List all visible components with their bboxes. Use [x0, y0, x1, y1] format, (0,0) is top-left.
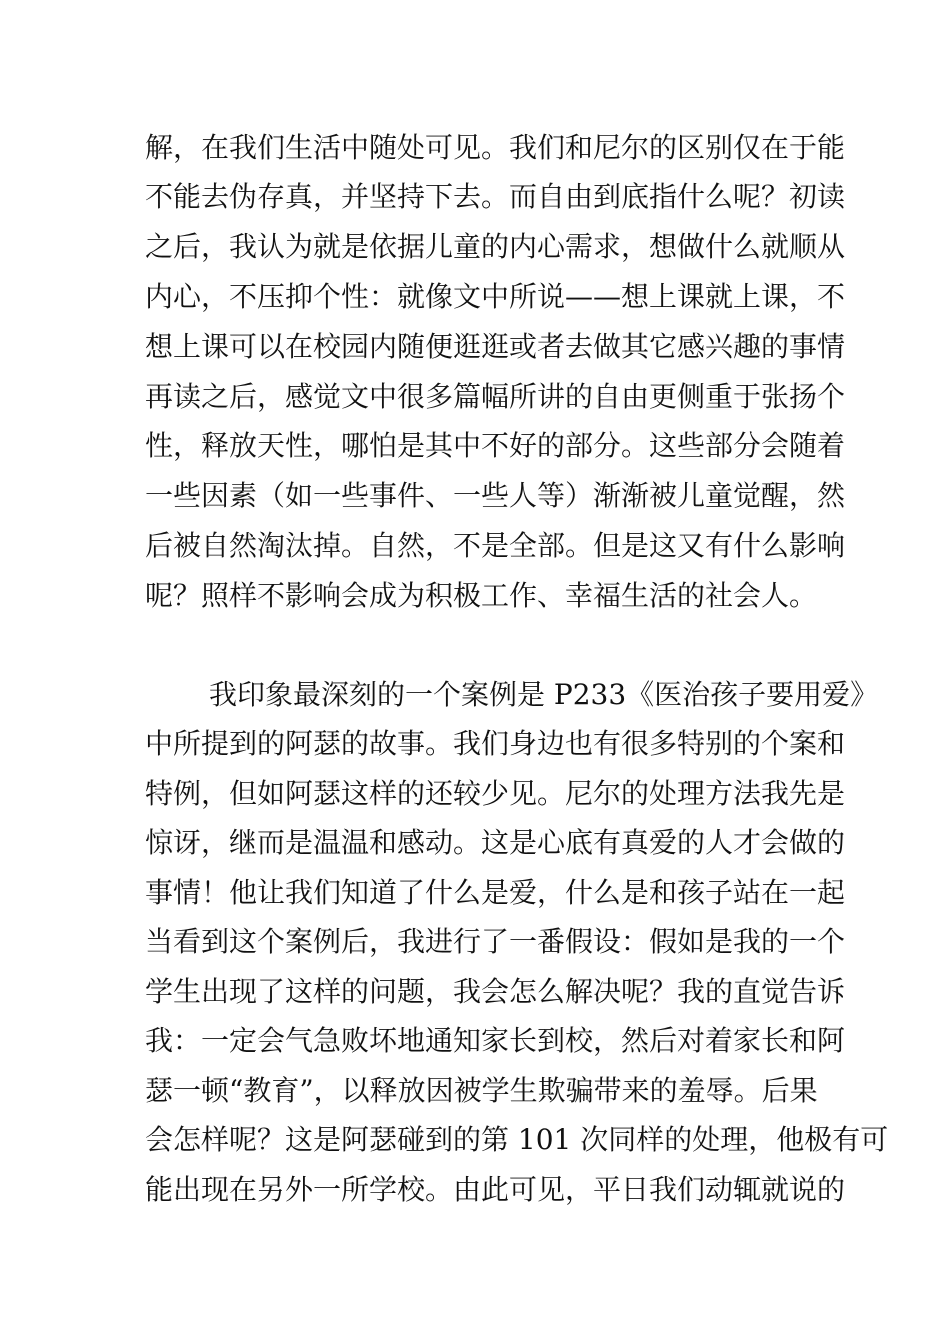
text-line: 事情！他让我们知道了什么是爱，什么是和孩子站在一起	[145, 876, 846, 909]
text-line: 性，释放天性，哪怕是其中不好的部分。这些部分会随着	[145, 429, 846, 462]
text-line: 当看到这个案例后，我进行了一番假设：假如是我的一个	[145, 925, 846, 958]
text-line: 内心，不压抑个性：就像文中所说——想上课就上课，不	[145, 280, 846, 313]
text-line: 能出现在另外一所学校。由此可见，平日我们动辄就说的	[145, 1173, 846, 1206]
text-line: 呢？照样不影响会成为积极工作、幸福生活的社会人。	[145, 579, 818, 612]
text-line: 想上课可以在校园内随便逛逛或者去做其它感兴趣的事情	[145, 330, 846, 363]
text-line: 惊讶，继而是温温和感动。这是心底有真爱的人才会做的	[145, 826, 846, 859]
text-line: 学生出现了这样的问题，我会怎么解决呢？我的直觉告诉	[145, 975, 846, 1008]
text-line: 不能去伪存真，并坚持下去。而自由到底指什么呢？初读	[145, 180, 846, 213]
text-line: 再读之后，感觉文中很多篇幅所讲的自由更侧重于张扬个	[145, 380, 846, 413]
text-line: 一些因素（如一些事件、一些人等）渐渐被儿童觉醒，然	[145, 479, 846, 512]
text-line: 之后，我认为就是依据儿童的内心需求，想做什么就顺从	[145, 230, 846, 263]
text-line: 特例，但如阿瑟这样的还较少见。尼尔的处理方法我先是	[145, 777, 846, 810]
text-line: 中所提到的阿瑟的故事。我们身边也有很多特别的个案和	[145, 727, 846, 760]
text-line: 我印象最深刻的一个案例是 P233《医治孩子要用爱》	[209, 678, 879, 711]
text-line: 会怎样呢？这是阿瑟碰到的第 101 次同样的处理，他极有可	[145, 1123, 889, 1156]
text-line: 解，在我们生活中随处可见。我们和尼尔的区别仅在于能	[145, 131, 846, 164]
text-line: 瑟一顿“教育”，以释放因被学生欺骗带来的羞辱。后果	[145, 1074, 818, 1107]
text-line: 我：一定会气急败坏地通知家长到校，然后对着家长和阿	[145, 1024, 846, 1057]
text-line: 后被自然淘汰掉。自然，不是全部。但是这又有什么影响	[145, 529, 846, 562]
